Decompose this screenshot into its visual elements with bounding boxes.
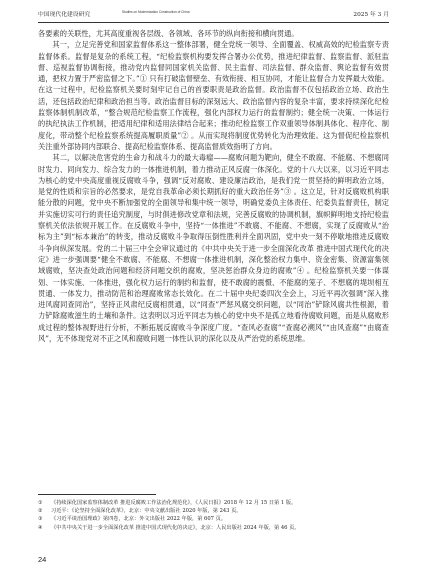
page-number: 24 xyxy=(38,555,47,564)
footnote-divider xyxy=(38,494,156,495)
footnote-mark: ④ xyxy=(38,524,43,531)
paragraph-second-point: 其二，以解决危害党的生命力和战斗力的最大毒瘤——腐败问题为靶向，健全不敢腐、不能腐、不想腐同时发力、同向发力、综合发力的一体推进机制，着力推动正风反腐一体深化。党的十八大以来，以习近平同志为核心的党中央高度重视反腐败斗争，强调“反对腐败、建设廉洁政治，是我们党一贯坚持的鲜明政治立场，是党的性质和宗旨的必然要求，是党自我革命必须长期抓好的重大政治任务”③ 。这立足，针对反腐败机构职能分散的问题，党中央不断加强党的全面领导和集中统一领导，明确党委负主体责任、纪委负监督责任，制定并实施切实可行的责任追究制度，与时俱进修改党章和法规，完善反腐败的协调机制，旗帜鲜明地支持纪检监察机关依法依规开展工作。在反腐败斗争中，坚持“一体推进”不敢腐、不能腐、不想腐，实现了反腐败从“治标为主”到“标本兼治”的转变，推动反腐败斗争取得压倒性胜利并全面巩固，党中央一刻不停歇地推进反腐败斗争向纵深发展。党的二十届三中全会审议通过的《中共中央关于进一步全面深化改革 推进中国式现代化的决定》进一步强调要“健全不敢腐、不能腐、不想腐一体推进机制，深化整治权力集中、资金密集、资源富集领域腐败，坚决查处政治问题和经济问题交织的腐败，坚决惩治群众身边的腐败”④ 。纪检监察机关要一体谋划、一体实施、一体推进，强化权力运行的制约和监督，使不敢腐的震慑、不能腐的笼子、不想腐的堤坝相互贯通、一体发力，推动防范和治理腐败常态长效化。在二十届中央纪委四次全会上，习近平再次强调“深入推进风腐同查同治”，坚持正风肃纪反腐相贯通，以“同查”严惩风腐交织问题，以“同治”铲除风腐共性根源，着力铲除腐败滋生的土壤和条件。这表明以习近平同志为核心的党中央不是孤立地看待腐败问题，而是从腐败形成过程的整体视野进行分析，不断拓展反腐败斗争深度广度。“查风必查腐”“查腐必溯风”“由风查腐”“由腐查风”，无不体现党对不正之风和腐败问题一体性认识的深化以及从严治党的系统思维。 xyxy=(38,153,389,344)
paragraph-first-point: 其一，立足完善党和国家监督体系这一整体部署，健全党统一领导、全面覆盖、权威高效的纪检监察专责监督体系。监督是复杂的系统工程，“纪检监察机构要发挥合署办公优势，推进纪律监督、监察监督、派驻监督、巡视监督协调衔接，推动党内监督同国家机关监督、民主监督、司法监督、群众监督、舆论监督有效贯通，把权力置于严密监督之下。”① 只有打破监督壁垒、有效衔接、相互协同，才能让监督合力发挥最大效能。在这一过程中，纪检监察机关要时刻牢记自己的首要职责是政治监督。政治监督不仅包括政治立场、政治生活，还包括政治纪律和政治担当等。政治监督目标的深刻远大、政治监督内容的复杂丰富，要求持续深化纪检监察体制机制改革，“整合规范纪检监察工作流程，强化内部权力运行的监督制约；健全统一决策、一体运行的执纪执法工作机制，把适用纪律和适用法律结合起来；推动纪检监察工作双重领导体制具体化、程序化、制度化，带动整个纪检监察系统提高履职质量”② 。从而实现将制度优势转化为治理效能。这为督促纪检监察机关注重外部协同内部联合、提高纪检监察体系、提高监督质效指明了方向。 xyxy=(38,40,389,151)
footnote-text: 习近平：《论坚持全面深化改革》，北京：中央文献出版社 2020 年版，第 243 页。 xyxy=(51,508,242,515)
running-header xyxy=(38,8,389,23)
issue-date: 2025 年 3 月 xyxy=(353,12,389,18)
paragraph-continued: 各要素的关联性，尤其高度重视各层级、各领域、各环节的纵向衔接和横向贯通。 xyxy=(38,29,299,38)
footnote-text: 《中共中央关于进一步全面深化改革 推进中国式现代化的决定》，北京：人民出版社 2024 年版，第 46 页。 xyxy=(51,524,300,531)
footnote xyxy=(38,524,389,532)
footnote-text: 《持续深化国家监察体制改革 推进反腐败工作法治化规范化》，《人民日报》2018 年 12 月 15 日第 1 版。 xyxy=(51,500,297,506)
footnote xyxy=(38,499,389,507)
footnotes xyxy=(38,499,389,532)
footnote-text: 《习近平谈治国理政》第四卷，北京：外文出版社 2022 年版，第 607 页。 xyxy=(51,516,226,523)
footnote-mark: ② xyxy=(38,508,43,515)
journal-title: 中国现代化建设研究 xyxy=(38,12,91,18)
footnote xyxy=(38,515,389,523)
footnote xyxy=(38,507,389,515)
article-body xyxy=(38,28,389,344)
footnote-mark: ① xyxy=(38,500,43,506)
footnote-mark: ③ xyxy=(38,516,43,523)
journal-title-english: Studies on Modernization Construction of China xyxy=(122,10,190,14)
